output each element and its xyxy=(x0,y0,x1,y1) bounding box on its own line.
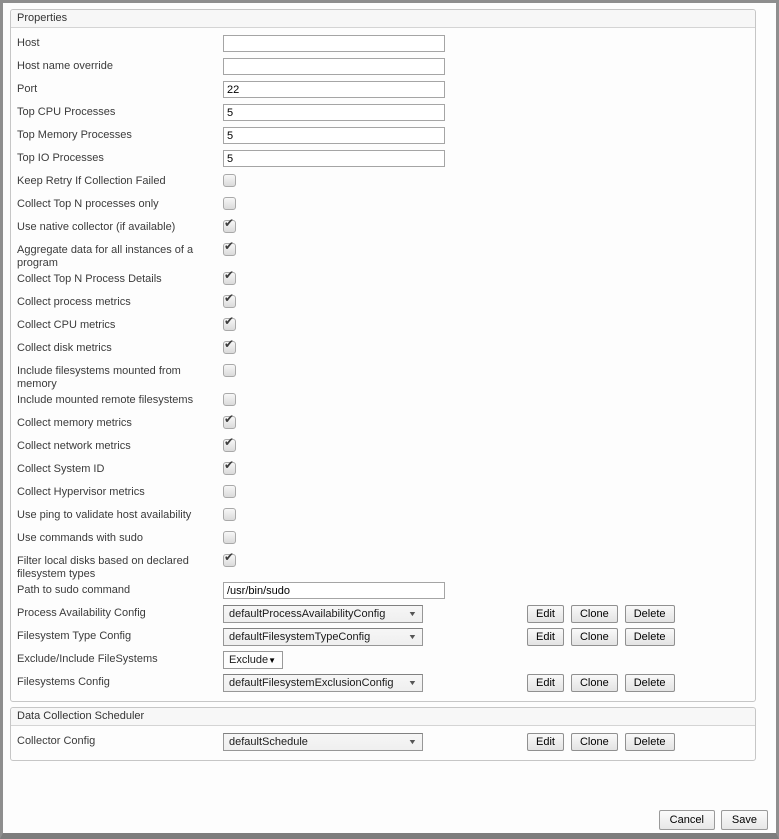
field-label: Collect process metrics xyxy=(17,296,131,308)
field-control xyxy=(223,362,236,377)
field-control xyxy=(223,103,445,121)
field-control xyxy=(223,270,236,285)
form-row-collect-top-n-processes-only xyxy=(17,195,755,218)
edit-button[interactable]: Edit xyxy=(527,628,564,646)
selected-option-label: defaultFilesystemExclusionConfig xyxy=(229,677,394,689)
aggregate-data-all-instances-checkbox[interactable] xyxy=(223,239,236,256)
section-title: Data Collection Scheduler xyxy=(11,708,755,726)
field-label: Port xyxy=(17,83,38,95)
checkmark-icon: ✔ xyxy=(224,412,235,426)
dialog-footer xyxy=(659,810,768,830)
form-row-filesystems-config xyxy=(17,673,755,696)
field-control xyxy=(223,673,675,692)
config-actions xyxy=(527,627,675,646)
form-row-keep-retry-if-collection-failed xyxy=(17,172,755,195)
process-availability-config-select[interactable] xyxy=(223,605,423,623)
host-name-override-input[interactable] xyxy=(223,58,445,75)
form-row-filter-local-disks xyxy=(17,552,755,581)
top-memory-processes-input[interactable] xyxy=(223,127,445,144)
collect-process-metrics-checkbox[interactable] xyxy=(223,291,236,308)
field-control xyxy=(223,293,236,308)
field-control xyxy=(223,172,236,187)
field-control xyxy=(223,80,445,98)
form-row-collect-hypervisor-metrics xyxy=(17,483,755,506)
field-label: Include filesystems mounted from memory xyxy=(17,365,181,390)
collector-config-select[interactable] xyxy=(223,733,423,751)
collect-disk-metrics-checkbox[interactable] xyxy=(223,337,236,354)
field-control xyxy=(223,650,283,669)
selected-option-label: Exclude xyxy=(229,654,269,666)
use-ping-to-validate-host-availability-checkbox[interactable] xyxy=(223,508,236,521)
filesystem-type-config-select[interactable] xyxy=(223,628,423,646)
field-label: Path to sudo command xyxy=(17,584,131,596)
include-mounted-remote-filesystems-checkbox[interactable] xyxy=(223,393,236,406)
form-row-top-cpu-processes xyxy=(17,103,755,126)
collect-top-n-process-details-checkbox[interactable] xyxy=(223,268,236,285)
delete-button[interactable]: Delete xyxy=(625,605,675,623)
selected-option-label: defaultProcessAvailabilityConfig xyxy=(229,608,386,620)
form-row-collect-process-metrics xyxy=(17,293,755,316)
form-row-collect-network-metrics xyxy=(17,437,755,460)
cancel-button[interactable]: Cancel xyxy=(659,810,715,830)
field-label: Top IO Processes xyxy=(17,152,104,164)
form-row-path-to-sudo-command xyxy=(17,581,755,604)
delete-button[interactable]: Delete xyxy=(625,628,675,646)
collect-hypervisor-metrics-checkbox[interactable] xyxy=(223,485,236,498)
field-control xyxy=(223,339,236,354)
edit-button[interactable]: Edit xyxy=(527,674,564,692)
dropdown-arrow-icon: ▼ xyxy=(407,738,418,746)
dropdown-arrow-icon: ▼ xyxy=(407,610,418,618)
clone-button[interactable]: Clone xyxy=(571,733,618,751)
form-row-host xyxy=(17,34,755,57)
form-row-collect-disk-metrics xyxy=(17,339,755,362)
delete-button[interactable]: Delete xyxy=(625,674,675,692)
field-label: Top CPU Processes xyxy=(17,106,116,118)
section-properties xyxy=(10,9,756,702)
field-control xyxy=(223,414,236,429)
field-label: Aggregate data for all instances of a program xyxy=(17,244,194,269)
dropdown-arrow-icon: ▼ xyxy=(407,633,418,641)
config-actions xyxy=(527,732,675,751)
field-label: Use ping to validate host availability xyxy=(17,509,192,521)
field-control xyxy=(223,604,675,623)
form-row-collect-system-id xyxy=(17,460,755,483)
field-label: Include mounted remote filesystems xyxy=(17,394,194,406)
form-row-process-availability-config xyxy=(17,604,755,627)
field-label: Process Availability Config xyxy=(17,607,146,619)
field-control xyxy=(223,57,445,75)
form-row-use-ping-to-validate-host-availability xyxy=(17,506,755,529)
field-label: Keep Retry If Collection Failed xyxy=(17,175,166,187)
field-control xyxy=(223,149,445,167)
field-label: Use native collector (if available) xyxy=(17,221,176,233)
field-control xyxy=(223,506,236,521)
field-label: Top Memory Processes xyxy=(17,129,132,141)
keep-retry-if-collection-failed-checkbox[interactable] xyxy=(223,174,236,187)
checkmark-icon: ✔ xyxy=(224,550,235,564)
field-label: Collect memory metrics xyxy=(17,417,132,429)
field-control xyxy=(223,552,236,567)
field-control xyxy=(223,34,445,52)
checkmark-icon: ✔ xyxy=(224,458,235,472)
checkmark-icon: ✔ xyxy=(224,291,235,305)
field-label: Collect System ID xyxy=(17,463,105,475)
section-body xyxy=(11,726,755,760)
collect-memory-metrics-checkbox[interactable] xyxy=(223,412,236,429)
clone-button[interactable]: Clone xyxy=(571,674,618,692)
field-control xyxy=(223,218,236,233)
edit-button[interactable]: Edit xyxy=(527,605,564,623)
field-control xyxy=(223,437,236,452)
field-label: Filter local disks based on declared filesystem types xyxy=(17,555,189,580)
field-label: Host xyxy=(17,37,40,49)
field-control xyxy=(223,581,445,599)
filter-local-disks-checkbox[interactable] xyxy=(223,550,236,567)
field-label: Filesystem Type Config xyxy=(17,630,132,642)
form-row-exclude-include-filesystems xyxy=(17,650,755,673)
field-control xyxy=(223,627,675,646)
dropdown-arrow-icon: ▼ xyxy=(268,655,277,665)
form-row-filesystem-type-config xyxy=(17,627,755,650)
field-label: Exclude/Include FileSystems xyxy=(17,653,158,665)
section-title: Properties xyxy=(11,10,755,28)
selected-option-label: defaultSchedule xyxy=(229,736,308,748)
field-label: Use commands with sudo xyxy=(17,532,143,544)
checkmark-icon: ✔ xyxy=(224,337,235,351)
form-row-include-mounted-remote-filesystems xyxy=(17,391,755,414)
config-actions xyxy=(527,604,675,623)
field-label: Collect CPU metrics xyxy=(17,319,116,331)
field-control xyxy=(223,241,236,256)
checkmark-icon: ✔ xyxy=(224,314,235,328)
use-commands-with-sudo-checkbox[interactable] xyxy=(223,531,236,544)
use-native-collector-checkbox[interactable] xyxy=(223,216,236,233)
port-input[interactable] xyxy=(223,81,445,98)
field-label: Host name override xyxy=(17,60,113,72)
exclude-include-filesystems-select[interactable] xyxy=(223,651,283,669)
field-label: Collector Config xyxy=(17,735,96,747)
dropdown-arrow-icon: ▼ xyxy=(407,679,418,687)
field-control xyxy=(223,391,236,406)
form-row-top-io-processes xyxy=(17,149,755,172)
field-control xyxy=(223,460,236,475)
checkmark-icon: ✔ xyxy=(224,435,235,449)
field-control xyxy=(223,529,236,544)
checkmark-icon: ✔ xyxy=(224,239,235,253)
sections-container xyxy=(7,9,772,761)
field-control xyxy=(223,483,236,498)
form-row-port xyxy=(17,80,755,103)
host-input[interactable] xyxy=(223,35,445,52)
top-cpu-processes-input[interactable] xyxy=(223,104,445,121)
collect-system-id-checkbox[interactable] xyxy=(223,458,236,475)
field-control xyxy=(223,732,675,751)
edit-button[interactable]: Edit xyxy=(527,733,564,751)
section-scheduler xyxy=(10,707,756,761)
top-io-processes-input[interactable] xyxy=(223,150,445,167)
selected-option-label: defaultFilesystemTypeConfig xyxy=(229,631,371,643)
clone-button[interactable]: Clone xyxy=(571,628,618,646)
form-row-aggregate-data-all-instances xyxy=(17,241,755,270)
delete-button[interactable]: Delete xyxy=(625,733,675,751)
field-label: Collect network metrics xyxy=(17,440,131,452)
form-row-use-commands-with-sudo xyxy=(17,529,755,552)
form-row-include-filesystems-mounted-from-memory xyxy=(17,362,755,391)
form-row-collector-config xyxy=(17,732,755,755)
collect-network-metrics-checkbox[interactable] xyxy=(223,435,236,452)
field-label: Collect Top N Process Details xyxy=(17,273,162,285)
field-label: Collect Hypervisor metrics xyxy=(17,486,145,498)
path-to-sudo-command-input[interactable] xyxy=(223,582,445,599)
include-filesystems-mounted-from-memory-checkbox[interactable] xyxy=(223,364,236,377)
config-actions xyxy=(527,673,675,692)
section-body xyxy=(11,28,755,701)
form-row-host-name-override xyxy=(17,57,755,80)
checkmark-icon: ✔ xyxy=(224,268,235,282)
form-row-collect-memory-metrics xyxy=(17,414,755,437)
save-button[interactable]: Save xyxy=(721,810,768,830)
clone-button[interactable]: Clone xyxy=(571,605,618,623)
field-control xyxy=(223,126,445,144)
field-label: Collect Top N processes only xyxy=(17,198,159,210)
collect-cpu-metrics-checkbox[interactable] xyxy=(223,314,236,331)
field-control xyxy=(223,195,236,210)
form-row-use-native-collector xyxy=(17,218,755,241)
filesystems-config-select[interactable] xyxy=(223,674,423,692)
form-row-collect-top-n-process-details xyxy=(17,270,755,293)
collect-top-n-processes-only-checkbox[interactable] xyxy=(223,197,236,210)
field-label: Collect disk metrics xyxy=(17,342,112,354)
field-label: Filesystems Config xyxy=(17,676,110,688)
form-row-top-memory-processes xyxy=(17,126,755,149)
field-control xyxy=(223,316,236,331)
checkmark-icon: ✔ xyxy=(224,216,235,230)
form-row-collect-cpu-metrics xyxy=(17,316,755,339)
